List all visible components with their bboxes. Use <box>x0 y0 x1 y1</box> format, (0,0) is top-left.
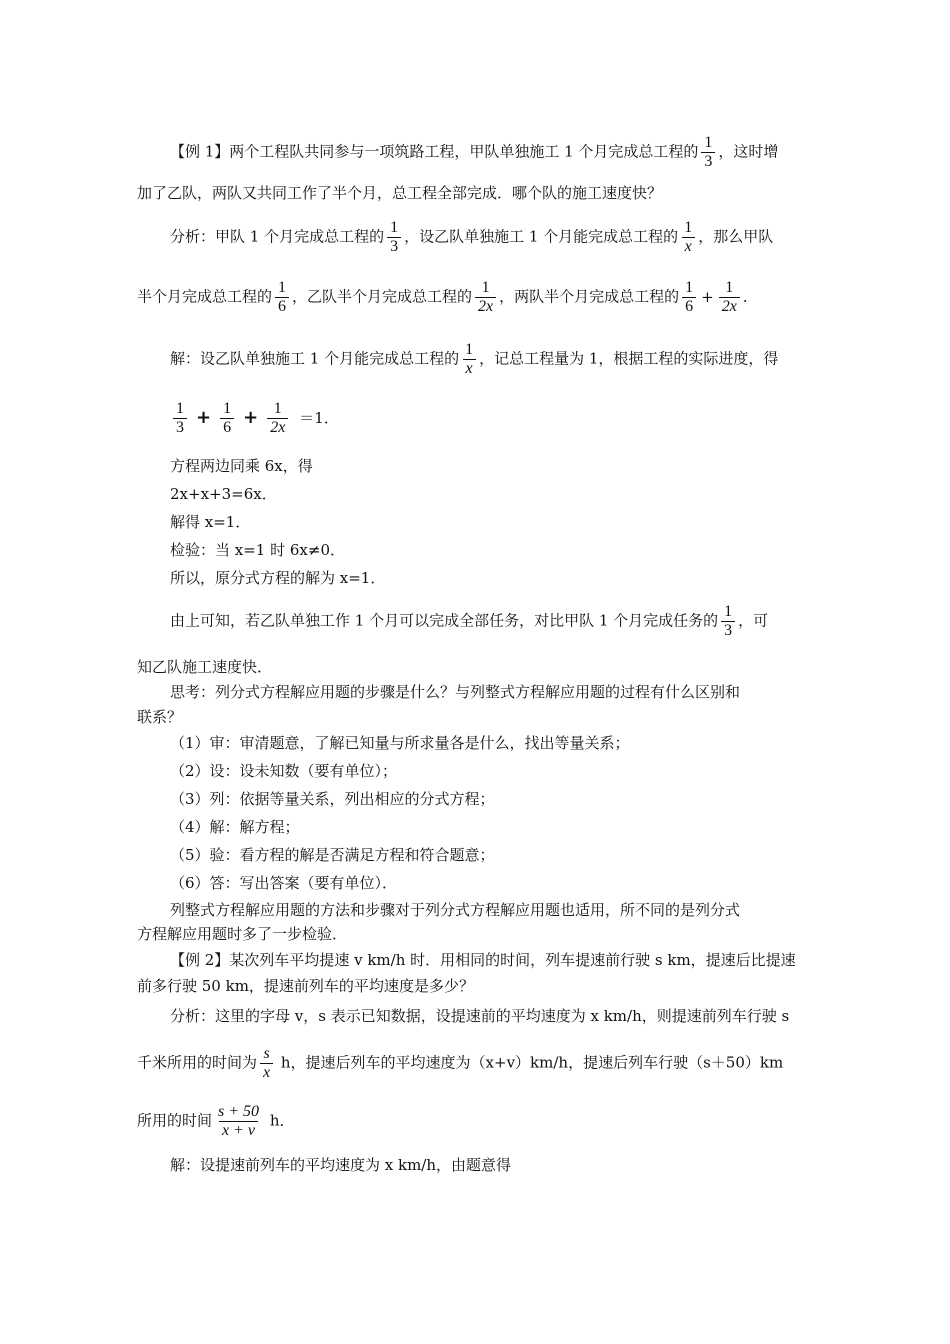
conclusion1-line2: 知乙队施工速度快． <box>137 658 273 676</box>
analysis2-line2: 千米所用的时间为 $\frac{s}{x}$ h，提速后列车的平均速度为（x+v）km/h，提速后列车行驶（s＋50）km <box>137 1045 784 1081</box>
analysis2-line1: 分析：这里的字母 v，s 表示已知数据，设提速前的平均速度为 x km/h，则提速前列车行驶 s <box>170 1007 790 1025</box>
analysis1-line1: 分析：甲队 1 个月完成总工程的 $\frac{1}{3}$ ，设乙队单独施工 1 个月能完成总工程的 $\frac{1}{x}$ ，那么甲队 <box>170 219 774 255</box>
think-step: （5）验：看方程的解是否满足方程和符合题意； <box>170 846 495 864</box>
think-step: （1）审：审清题意，了解已知量与所求量各是什么，找出等量关系； <box>170 734 630 752</box>
step-line: 检验：当 x=1 时 6x≠0． <box>170 541 345 559</box>
step-line: 2x+x+3=6x． <box>170 485 277 503</box>
example1-text: 【例 1】两个工程队共同参与一项筑路工程，甲队单独施工 1 个月完成总工程的 <box>170 142 699 161</box>
step-line: 解得 x=1． <box>170 513 251 531</box>
step-line: 所以，原分式方程的解为 x=1． <box>170 569 386 587</box>
fraction-one-over-2x: $\frac{1}{2x}$ <box>475 279 496 316</box>
solution2-line1: 解：设提速前列车的平均速度为 x km/h，由题意得 <box>170 1156 512 1174</box>
analysis1-line2: 半个月完成总工程的 $\frac{1}{6}$ ，乙队半个月完成总工程的 $\frac{1}{2x}$ ，两队半个月完成总工程的 $\frac{1}{6}$ + $\frac{1}{2x}$ ． <box>137 279 758 315</box>
fraction-one-over-x: $\frac{1}{x}$ <box>462 341 476 378</box>
fraction-one-over-2x: $\frac{1}{2x}$ <box>719 279 740 316</box>
think-remark: 列整式方程解应用题的方法和步骤对于列分式方程解应用题也适用，所不同的是列分式 <box>170 901 741 919</box>
think-remark: 方程解应用题时多了一步检验． <box>137 925 348 943</box>
fraction-one-sixth: $\frac{1}{6}$ <box>682 279 696 316</box>
fraction-one-sixth: $\frac{1}{6}$ <box>275 279 289 316</box>
example2-line2: 前多行驶 50 km，提速前列车的平均速度是多少？ <box>137 977 474 995</box>
step-line: 方程两边同乘 6x，得 <box>170 457 313 475</box>
fraction-one-sixth: $\frac{1}{6}$ <box>220 400 234 437</box>
fraction-one-over-2x: $\frac{1}{2x}$ <box>267 400 288 437</box>
think-step: （2）设：设未知数（要有单位）； <box>170 762 398 780</box>
analysis2-line3: 所用的时间 $\frac{s + 50}{x + v}$ h． <box>137 1103 295 1139</box>
think-question: 思考：列分式方程解应用题的步骤是什么？与列整式方程解应用题的过程有什么区别和 <box>170 683 741 701</box>
think-step: （3）列：依据等量关系，列出相应的分式方程； <box>170 790 495 808</box>
think-step: （6）答：写出答案（要有单位）． <box>170 874 398 892</box>
think-question: 联系？ <box>137 708 183 726</box>
fraction-one-over-x: $\frac{1}{x}$ <box>681 219 695 256</box>
think-step: （4）解：解方程； <box>170 818 300 836</box>
fraction-s50-over-xv: $\frac{s + 50}{x + v}$ <box>218 1103 260 1139</box>
fraction-s-over-x: $\frac{s}{x}$ <box>260 1045 273 1082</box>
example1-line1: 【例 1】两个工程队共同参与一项筑路工程，甲队单独施工 1 个月完成总工程的 $\frac{1}{3}$ ，这时增 <box>170 134 779 170</box>
equation1: $\frac{1}{3}$ + $\frac{1}{6}$ + $\frac{1}{2x}$ ＝1． <box>170 400 860 437</box>
fraction-one-third: $\frac{1}{3}$ <box>701 134 715 171</box>
fraction-one-third: $\frac{1}{3}$ <box>387 219 401 256</box>
solution1-line1: 解：设乙队单独施工 1 个月能完成总工程的 $\frac{1}{x}$ ，记总工程量为 1，根据工程的实际进度，得 <box>170 341 779 377</box>
example2-line1: 【例 2】某次列车平均提速 v km/h 时．用相同的时间，列车提速前行驶 s km，提速后比提速 <box>170 951 796 969</box>
fraction-one-third: $\frac{1}{3}$ <box>721 603 735 640</box>
conclusion1-line1: 由上可知，若乙队单独工作 1 个月可以完成全部任务，对比甲队 1 个月完成任务的 $\frac{1}{3}$ ，可 <box>170 603 769 639</box>
fraction-one-third: $\frac{1}{3}$ <box>173 400 187 437</box>
example1-line2: 加了乙队，两队又共同工作了半个月，总工程全部完成．哪个队的施工速度快？ <box>137 184 663 202</box>
